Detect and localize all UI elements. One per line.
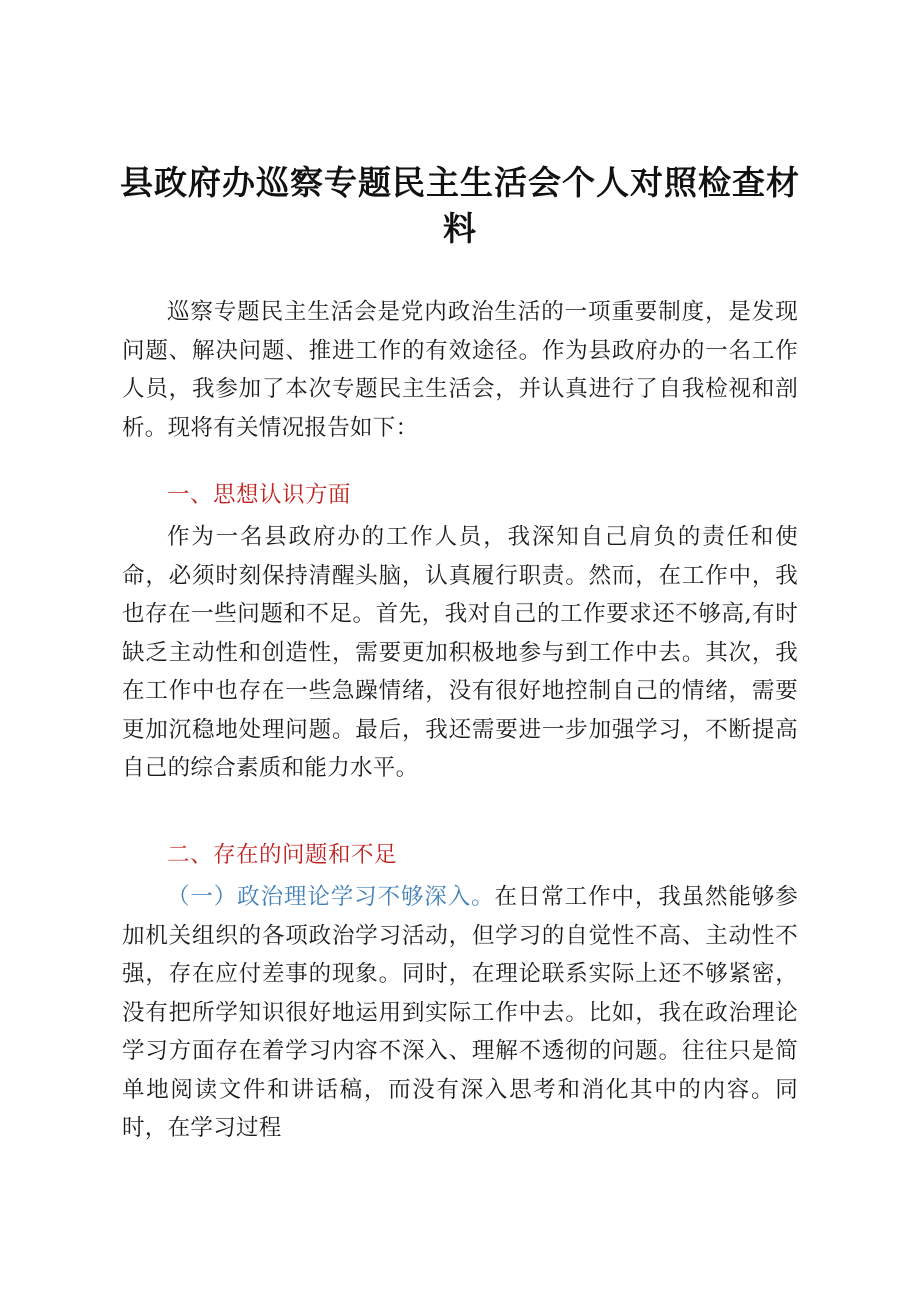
section-1-paragraph: 作为一名县政府办的工作人员，我深知自己肩负的责任和使命，必须时刻保持清醒头脑，认真履行职责。然而，在工作中，我也存在一些问题和不足。首先，我对自己的工作要求还不够高,有时缺乏主动性和创造性，需要更加积极地参与到工作中去。其次，我在工作中也存在一些急躁情绪，没有很好地控制自己的情绪，需要更加沉稳地处理问题。最后，我还需要进一步加强学习，不断提高自己的综合素质和能力水平。 <box>122 524 798 781</box>
section-2-heading: 二、存在的问题和不足 <box>167 842 398 868</box>
section-1-heading: 一、思想认识方面 <box>167 482 352 508</box>
intro-paragraph: 巡察专题民主生活会是党内政治生活的一项重要制度，是发现问题、解决问题、推进工作的有效途径。作为县政府办的一名工作人员，我参加了本次专题民主生活会，并认真进行了自我检视和剖析。现将有关情况报告如下： <box>122 299 798 441</box>
section-2-body: 在日常工作中，我虽然能够参加机关组织的各项政治学习活动，但学习的自觉性不高、主动性不强，存在应付差事的现象。同时，在理论联系实际上还不够紧密，没有把所学知识很好地运用到实际工作中去。比如，我在政治理论学习方面存在着学习内容不深入、理解不透彻的问题。往往只是简单地阅读文件和讲话稿，而没有深入思考和消化其中的内容。同时，在学习过程 <box>122 884 799 1141</box>
title-line-1: 县政府办巡察专题民主生活会个人对照检查材 <box>120 163 800 202</box>
document-title <box>120 160 800 252</box>
section-2-subheading: （一）政治理论学习不够深入。 <box>167 884 495 910</box>
title-line-2: 料 <box>443 209 477 248</box>
section-2-paragraph <box>122 878 798 1148</box>
